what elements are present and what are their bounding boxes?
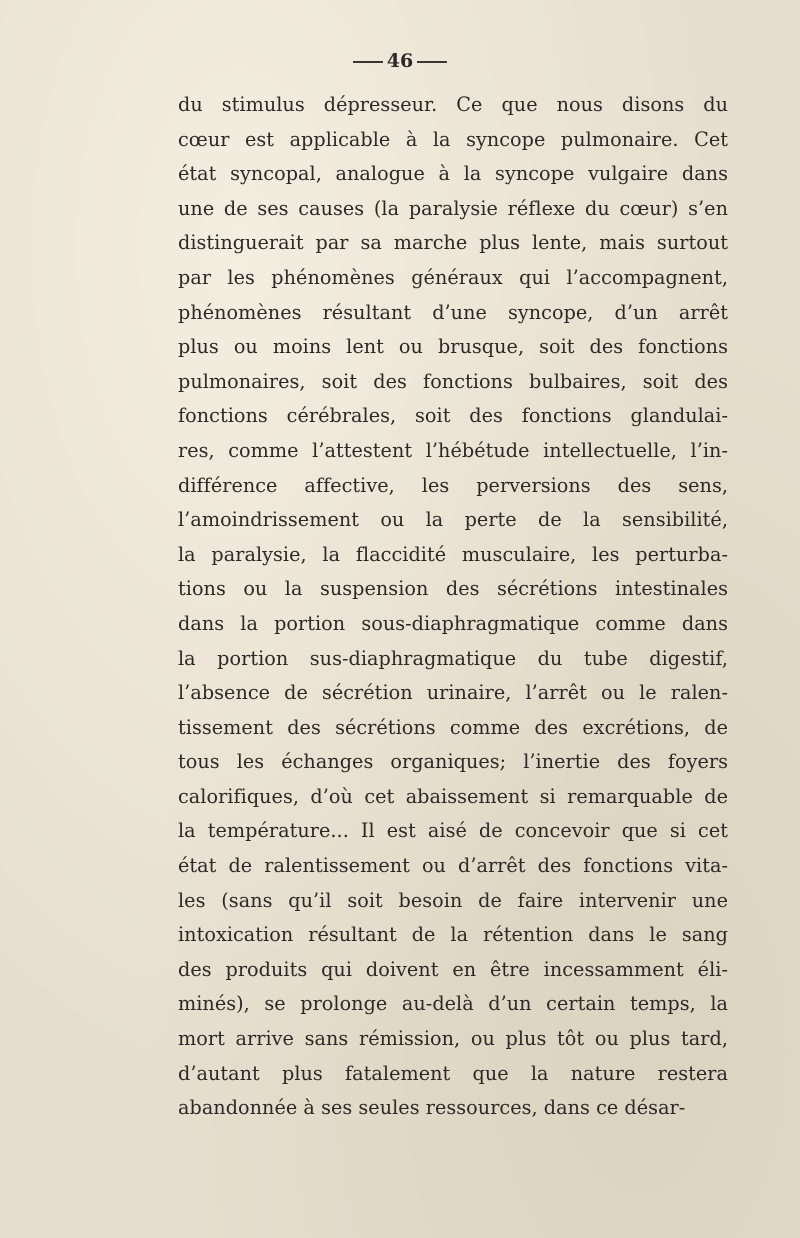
text-line-2: cœur est applicable à la syncope pulmonaire. Cet [178, 127, 728, 151]
text-line-1: du stimulus dépresseur. Ce que nous disons du [178, 93, 728, 116]
body-text [178, 88, 728, 1126]
text-line-5: distinguerait par sa marche plus lente, mais surtout [178, 231, 728, 255]
text-line-13: l’amoindrissement ou la perte de la sensibilité, [178, 508, 728, 532]
text-line-4: une de ses causes (la paralysie réflexe du cœur) s’en [178, 196, 728, 220]
text-line-29: d’autant plus fatalement que la nature restera [178, 1061, 728, 1085]
text-line-3: état syncopal, analogue à la syncope vulgaire dans [178, 162, 728, 186]
text-line-19: tissement des sécrétions comme des excrétions, de [178, 715, 728, 739]
page-number [0, 50, 800, 72]
text-line-25: intoxication résultant de la rétention dans le sang [178, 923, 728, 947]
text-line-9: pulmonaires, soit des fonctions bulbaires, soit des [178, 369, 728, 393]
text-line-22: la température... Il est aisé de concevoir que si cet [178, 819, 728, 843]
text-line-30: abandonnée à ses seules ressources, dans ce désar- [178, 1096, 686, 1120]
text-line-23: état de ralentissement ou d’arrêt des fonctions vita- [178, 854, 728, 878]
text-line-11: res, comme l’attestent l’hébétude intellectuelle, l’in- [178, 438, 728, 462]
page-number-left-dash [353, 61, 383, 63]
text-line-7: phénomènes résultant d’une syncope, d’un arrêt [178, 300, 728, 324]
text-line-21: calorifiques, d’où cet abaissement si remarquable de [178, 784, 728, 808]
text-line-6: par les phénomènes généraux qui l’accompagnent, [178, 265, 728, 289]
text-line-24: les (sans qu’il soit besoin de faire intervenir une [178, 888, 728, 912]
text-line-27: minés), se prolonge au-delà d’un certain temps, la [178, 992, 728, 1016]
text-line-10: fonctions cérébrales, soit des fonctions glandulai- [178, 404, 728, 428]
text-line-18: l’absence de sécrétion urinaire, l’arrêt ou le ralen- [178, 681, 728, 705]
page-number-text: 46 [386, 50, 414, 72]
text-line-17: la portion sus-diaphragmatique du tube digestif, [178, 646, 728, 670]
text-line-28: mort arrive sans rémission, ou plus tôt ou plus tard, [178, 1027, 728, 1051]
text-line-26: des produits qui doivent en être incessamment éli- [178, 957, 728, 981]
text-line-15: tions ou la suspension des sécrétions intestinales [178, 577, 728, 601]
text-line-14: la paralysie, la flaccidité musculaire, les perturba- [178, 542, 728, 566]
text-line-8: plus ou moins lent ou brusque, soit des fonctions [178, 335, 728, 359]
text-line-12: différence affective, les perversions des sens, [178, 473, 728, 497]
text-line-20: tous les échanges organiques; l’inertie des foyers [178, 750, 728, 774]
text-line-16: dans la portion sous-diaphragmatique comme dans [178, 611, 728, 635]
page-number-right-dash [417, 61, 447, 63]
